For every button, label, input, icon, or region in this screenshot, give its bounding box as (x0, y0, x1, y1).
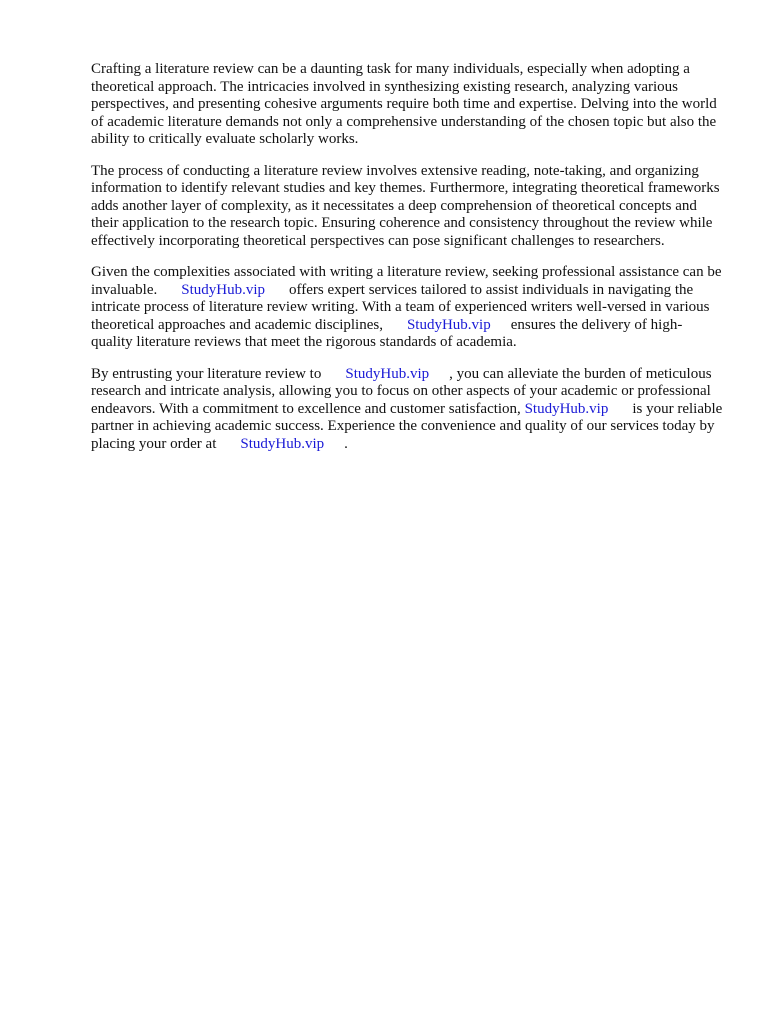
paragraph-4-text-4: . (344, 435, 348, 452)
paragraph-2: The process of conducting a literature review involves extensive reading, note-taking, and organizing information to identify relevant studies and key themes. Furthermore, integrating theoretical frameworks adds another layer of complexity, as it necessitates a deep comprehension of theoretical concepts and their application to the research topic. Ensuring coherence and consistency throughout the review while effectively incorporating theoretical perspectives can pose significant challenges to researchers. (91, 162, 720, 249)
document-body (91, 61, 723, 467)
paragraph-3 (91, 264, 723, 352)
studyhub-link[interactable]: StudyHub.vip (181, 281, 265, 298)
paragraph-4-text-3: is your reliable partner in achieving academic success. Experience the convenience and quality of our services today by placing your order at (91, 400, 723, 452)
studyhub-link[interactable]: StudyHub.vip (406, 316, 491, 333)
studyhub-link[interactable]: StudyHub.vip (345, 365, 430, 382)
paragraph-4 (91, 366, 723, 454)
studyhub-link[interactable]: StudyHub.vip (240, 435, 325, 452)
paragraph-4-text-1: By entrusting your literature review to (91, 365, 322, 382)
paragraph-3-text-2: offers expert services tailored to assist individuals in navigating the intricate process of literature review writing. With a team of experienced writers well-versed in various theoretical approaches and academic disciplines, (91, 281, 710, 333)
paragraph-4-text-2: , you can alleviate the burden of meticulous research and intricate analysis, allowing you to focus on other aspects of your academic or professional endeavors. With a commitment to excellence and customer satisfaction, (91, 365, 712, 417)
studyhub-link[interactable]: StudyHub.vip (524, 400, 609, 417)
paragraph-1: Crafting a literature review can be a daunting task for many individuals, especially when adopting a theoretical approach. The intricacies involved in synthesizing existing research, analyzing various perspectives, and presenting cohesive arguments require both time and expertise. Delving into the world of academic literature demands not only a comprehensive understanding of the chosen topic but also the ability to critically evaluate scholarly works. (91, 61, 717, 147)
paragraph-3-text-3: ensures the delivery of high-quality literature reviews that meet the rigorous standards of academia. (91, 316, 683, 350)
paragraph-3-text-1: Given the complexities associated with writing a literature review, seeking professional assistance can be invaluable. (91, 264, 722, 298)
